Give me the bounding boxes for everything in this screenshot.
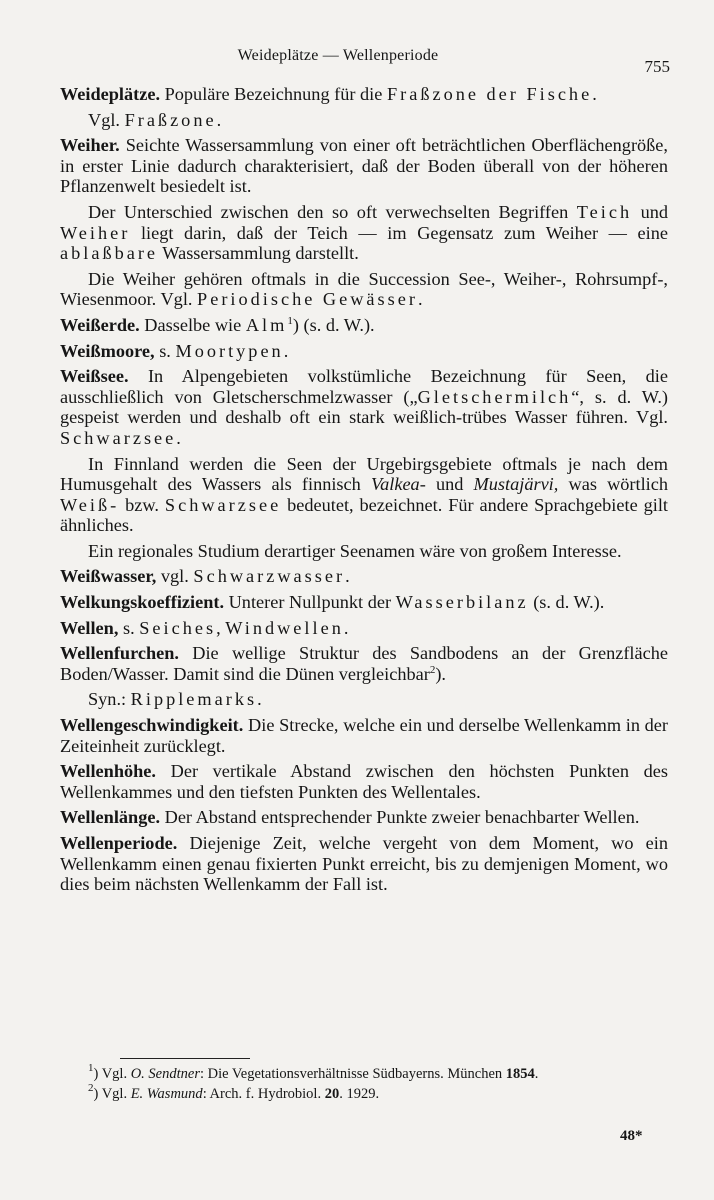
entry-text: Der Unterschied zwischen den so oft verwechselten Begriffen — [88, 201, 577, 222]
entry-text: . — [257, 689, 262, 710]
entry-text: . — [283, 340, 289, 361]
entry-text: was wörtlich — [558, 474, 669, 495]
footnote-text: ) Vgl. — [93, 1066, 131, 1082]
footnote-author: E. Wasmund — [130, 1086, 203, 1102]
footnote-1 — [88, 1064, 672, 1084]
spaced-reference: Wasserbilanz — [395, 592, 529, 613]
entry-headword: Weißwasser, — [60, 566, 157, 587]
footnote-author: O. Sendtner — [130, 1066, 200, 1082]
spaced-reference: Gletschermilch — [417, 386, 572, 407]
entry-wellenfurchen-syn — [60, 689, 668, 710]
entry-text: . — [592, 84, 597, 104]
entry-headword: Weißmoore, — [60, 340, 155, 361]
spaced-reference: Windwellen — [225, 617, 344, 638]
spaced-reference: Weiher — [60, 222, 131, 243]
entry-text: vgl. — [156, 566, 194, 587]
entry-text: und — [632, 201, 668, 222]
entry-weisserde — [60, 315, 668, 336]
entry-headword: Weißsee. — [60, 366, 129, 387]
spaced-reference: ablaßbare — [60, 243, 159, 264]
entry-weisssee — [60, 366, 668, 448]
entry-wellenlaenge — [60, 807, 668, 828]
entry-text: Populäre Bezeichnung für die — [160, 84, 387, 104]
entry-weiher — [60, 135, 668, 197]
spaced-reference: Schwarzsee — [164, 494, 282, 515]
footnote-number: 1 — [88, 1062, 94, 1074]
footnote-volume: 20 — [324, 1086, 340, 1102]
entry-text: liegt darin, daß der Teich — im Gegensatz zum Weiher — eine — [130, 222, 668, 243]
entry-weissmoore — [60, 341, 668, 362]
entry-text: Syn.: — [88, 689, 131, 710]
entry-text: ). — [435, 663, 446, 684]
entry-text: In Alpengebieten volkstümliche Bezeichnung für Seen, die ausschließlich von Gletscherschmelzwasser („ — [60, 366, 668, 407]
footnote-text: . — [534, 1066, 539, 1082]
entry-text: . — [343, 617, 349, 638]
entry-headword: Welkungskoeffizient. — [60, 592, 225, 613]
entry-headword: Weiher. — [60, 135, 120, 156]
entry-headword: Wellenlänge. — [60, 807, 161, 828]
entry-text: ) (s. d. W.). — [292, 314, 375, 335]
entry-text: . — [345, 566, 350, 587]
spaced-reference: Fraßzone der Fische — [386, 84, 593, 104]
italic-term: Valkea- — [370, 474, 426, 495]
footnote-text: . 1929. — [339, 1086, 380, 1102]
spaced-reference: Teich — [576, 201, 633, 222]
entry-text: bedeutet, bezeichnet. Für andere Sprachgebiete gilt ähnliches. — [60, 494, 668, 536]
spaced-reference: Ripplemarks — [130, 689, 258, 710]
entry-text: bzw. — [119, 494, 165, 515]
entry-text: Der Abstand entsprechender Punkte zweier benachbarter Wellen. — [160, 807, 640, 828]
spaced-reference: Fraßzone — [124, 109, 217, 130]
footnote-marker: 1 — [287, 314, 293, 327]
entry-text: s. — [118, 617, 140, 638]
entry-text: . — [176, 427, 181, 448]
entry-weisssee-p3: Ein regionales Studium derartiger Seenamen wäre von großem Interesse. — [88, 540, 622, 561]
page-header — [58, 43, 678, 76]
entry-text: . — [216, 109, 222, 130]
footnote-text: : Arch. f. Hydrobiol. — [202, 1086, 325, 1102]
spaced-reference: Schwarzwasser — [193, 566, 346, 587]
entry-weideplaetze-vgl — [60, 110, 668, 131]
entry-text: Die Weiher gehören oftmals in die Succession See-, Weiher-, Rohrsumpf-, Wiesenmoor. Vgl. — [60, 268, 668, 310]
dictionary-text — [60, 84, 668, 900]
entry-weisswasser — [60, 566, 668, 587]
entry-weisssee-p2 — [60, 454, 668, 536]
spaced-reference: Moortypen — [175, 340, 284, 361]
entry-text: (s. d. W.). — [528, 592, 605, 613]
italic-term: Mustajärvi, — [473, 474, 559, 495]
footnote-2 — [88, 1084, 672, 1104]
entry-headword: Wellengeschwindigkeit. — [60, 715, 244, 736]
running-head: Weideplätze — Wellenperiode — [237, 47, 439, 64]
entry-text: Vgl. — [88, 109, 125, 130]
entry-text: s. — [154, 340, 176, 361]
entry-text: Der vertikale Abstand zwischen den höchsten Punkten des Wellenkammes und den tiefsten Punkten des Wellentales. — [60, 761, 668, 802]
footnote-text: ) Vgl. — [93, 1086, 131, 1102]
footnote-year: 1854 — [505, 1066, 535, 1082]
entry-text: In Finnland werden die Seen der Urgebirgsgebiete oftmals je nach dem Humusgehalt des Wassers als finnisch — [60, 453, 668, 495]
footnote-marker: 2 — [429, 663, 436, 676]
footnote-text: : Die Vegetationsverhältnisse Südbayerns. München — [199, 1066, 506, 1082]
entry-text: Die Strecke, welche ein und derselbe Wellenkamm in der Zeiteinheit zurücklegt. — [60, 715, 668, 756]
entry-headword: Wellen, — [60, 617, 119, 638]
entry-text: Wassersammlung darstellt. — [158, 243, 359, 264]
entry-text: Dasselbe wie — [139, 314, 246, 335]
spaced-reference: Alm — [245, 314, 288, 335]
spaced-reference: Schwarzsee — [60, 427, 177, 448]
footnote-number: 2 — [88, 1082, 94, 1094]
entry-text: Seichte Wassersammlung von einer oft beträchtlichen Oberflächengröße, in erster Linie dadurch charakterisiert, daß der Boden überall von der höheren Pflanzenwelt besiedelt ist. — [60, 135, 668, 197]
entry-headword: Wellenhöhe. — [60, 761, 156, 782]
entry-wellenperiode — [60, 833, 668, 895]
spaced-reference: Weiß- — [60, 494, 120, 515]
entry-text: Diejenige Zeit, welche vergeht von dem Moment, wo ein Wellenkamm einen genau fixierten Punkt erreicht, bis zu demjenigen Moment, wo dies beim nächsten Wellenkamm der Fall ist. — [60, 833, 668, 895]
entry-text: “, s. d. W.) gespeist werden und deshalb oft ein stark weißlich-trübes Wasser führen. Vgl. — [60, 386, 668, 428]
entry-text: Unterer Nullpunkt der — [224, 592, 396, 613]
entry-wellengeschwindigkeit — [60, 715, 668, 756]
entry-wellen — [60, 618, 668, 639]
footnote-divider — [120, 1058, 250, 1059]
entry-text: und — [425, 474, 474, 495]
spaced-reference: Periodische Gewässer — [197, 289, 418, 310]
footnotes — [88, 1064, 672, 1104]
entry-weiher-p3 — [60, 269, 668, 310]
entry-wellenfurchen — [60, 643, 668, 684]
entry-headword: Weißerde. — [60, 314, 140, 335]
entry-welkungskoeffizient — [60, 592, 668, 613]
spaced-reference: Seiches — [139, 617, 217, 638]
entry-text: , — [216, 617, 226, 638]
entry-weiher-p2 — [60, 202, 668, 264]
printer-signature: 48* — [620, 1128, 643, 1144]
entry-headword: Weideplätze. — [60, 84, 161, 104]
entry-text: . — [417, 289, 423, 310]
entry-text: Die wellige Struktur des Sandbodens an der Grenzfläche Boden/Wasser. Damit sind die Dünen vergleichbar — [60, 643, 668, 684]
entry-headword: Wellenfurchen. — [60, 643, 179, 664]
entry-weideplaetze — [60, 84, 668, 105]
entry-wellenhoehe — [60, 761, 668, 802]
entry-headword: Wellenperiode. — [60, 833, 178, 853]
page-number: 755 — [644, 57, 670, 76]
